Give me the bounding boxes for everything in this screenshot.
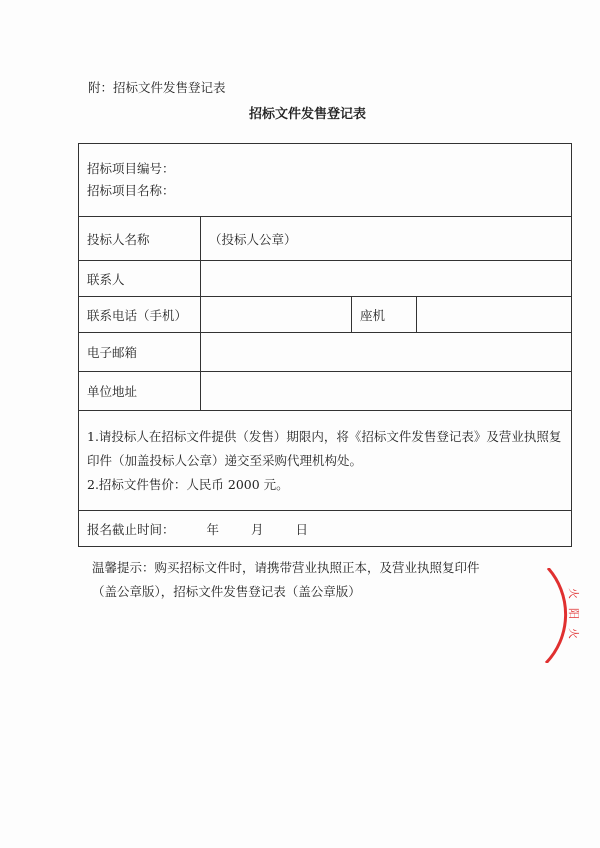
landline-label: 座机 (352, 297, 417, 333)
note-1: 1.请投标人在招标文件提供（发售）期限内，将《招标文件发售登记表》及营业执照复印件（加盖投标人公章）递交至采购代理机构处。 (87, 428, 562, 468)
email-field[interactable] (201, 333, 572, 372)
bidder-name-label: 投标人名称 (79, 217, 201, 261)
day-label: 日 (295, 521, 309, 537)
month-label: 月 (251, 521, 264, 537)
landline-field[interactable] (417, 297, 572, 333)
address-label: 单位地址 (79, 372, 201, 411)
deadline-cell (79, 511, 572, 547)
year-label: 年 (206, 521, 220, 537)
svg-text:火: 火 (567, 628, 580, 639)
project-number-label: 招标项目编号： (87, 161, 175, 176)
official-seal-partial (540, 568, 600, 663)
project-name-label: 招标项目名称： (87, 183, 175, 198)
phone-field[interactable] (201, 297, 352, 333)
form-title: 招标文件发售登记表 (249, 107, 367, 122)
registration-form (78, 143, 572, 547)
deadline-label: 报名截止时间： (87, 521, 175, 537)
svg-text:火: 火 (567, 588, 580, 599)
phone-label: 联系电话（手机） (79, 297, 201, 333)
note-2: 2.招标文件售价：人民币 2000 元。 (87, 476, 289, 492)
contact-field[interactable] (201, 261, 572, 297)
address-field[interactable] (201, 372, 572, 411)
bidder-name-field[interactable] (201, 217, 572, 261)
appendix-label: 附：招标文件发售登记表 (88, 80, 226, 95)
notes-cell (79, 411, 572, 511)
project-info-cell (79, 144, 572, 217)
bidder-name-hint: （投标人公章） (209, 231, 297, 247)
tip-text: 温馨提示：购买招标文件时，请携带营业执照正本，及营业执照复印件（盖公章版），招标文件发售登记表（盖公章版） (92, 560, 480, 599)
email-label: 电子邮箱 (79, 333, 201, 372)
contact-label: 联系人 (79, 261, 201, 297)
svg-text:阳: 阳 (567, 608, 580, 619)
